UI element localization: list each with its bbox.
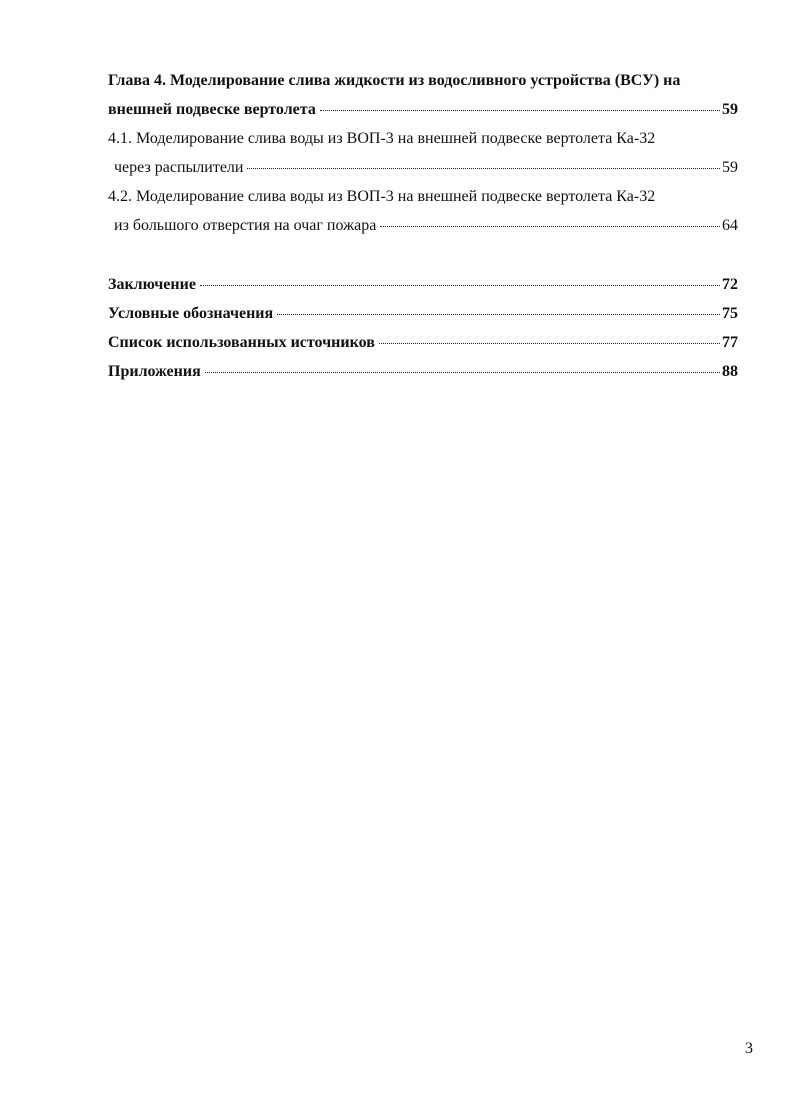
dot-leader: [380, 226, 720, 227]
toc-conclusion: [108, 270, 738, 299]
dot-leader: [205, 372, 720, 373]
toc-chapter4-line2: [108, 95, 738, 124]
toc-section4-1-line1: [108, 124, 738, 153]
toc-symbols: [108, 299, 738, 328]
toc-appendices-page: 88: [722, 363, 738, 380]
toc-section4-2-page: 64: [722, 217, 738, 234]
toc-section4-1-page: 59: [722, 159, 738, 176]
dot-leader: [247, 168, 720, 169]
toc-references-page: 77: [722, 334, 738, 351]
toc-conclusion-title: Заключение: [108, 276, 196, 293]
table-of-contents: [108, 66, 738, 386]
toc-section4-1-line2: [108, 153, 738, 182]
toc-chapter4-line1: [108, 66, 738, 95]
toc-references-title: Список использованных источников: [108, 334, 375, 351]
toc-references: [108, 328, 738, 357]
toc-section4-2-title: 4.2. Моделирование слива воды из ВОП-3 на внешней подвеске вертолета Ка-32: [108, 188, 656, 205]
toc-symbols-title: Условные обозначения: [108, 305, 274, 322]
dot-leader: [277, 314, 720, 315]
toc-section4-1-title: 4.1. Моделирование слива воды из ВОП-3 на внешней подвеске вертолета Ка-32: [108, 130, 656, 147]
toc-appendices: [108, 357, 738, 386]
dot-leader: [379, 343, 720, 344]
section-gap: [108, 240, 738, 270]
toc-chapter4-title: Глава 4. Моделирование слива жидкости из водосливного устройства (ВСУ) на: [108, 72, 681, 89]
page-number: 3: [745, 1040, 753, 1057]
toc-section4-2-line2: [108, 211, 738, 240]
dot-leader: [320, 110, 720, 111]
toc-section4-2-title-cont: из большого отверстия на очаг пожара: [114, 217, 377, 234]
dot-leader: [200, 285, 720, 286]
toc-symbols-page: 75: [722, 305, 738, 322]
toc-chapter4-page: 59: [722, 101, 738, 118]
toc-conclusion-page: 72: [722, 276, 738, 293]
toc-appendices-title: Приложения: [108, 363, 201, 380]
toc-section4-1-title-cont: через распылители: [114, 159, 244, 176]
toc-chapter4-title-cont: внешней подвеске вертолета: [108, 101, 316, 118]
toc-section4-2-line1: [108, 182, 738, 211]
